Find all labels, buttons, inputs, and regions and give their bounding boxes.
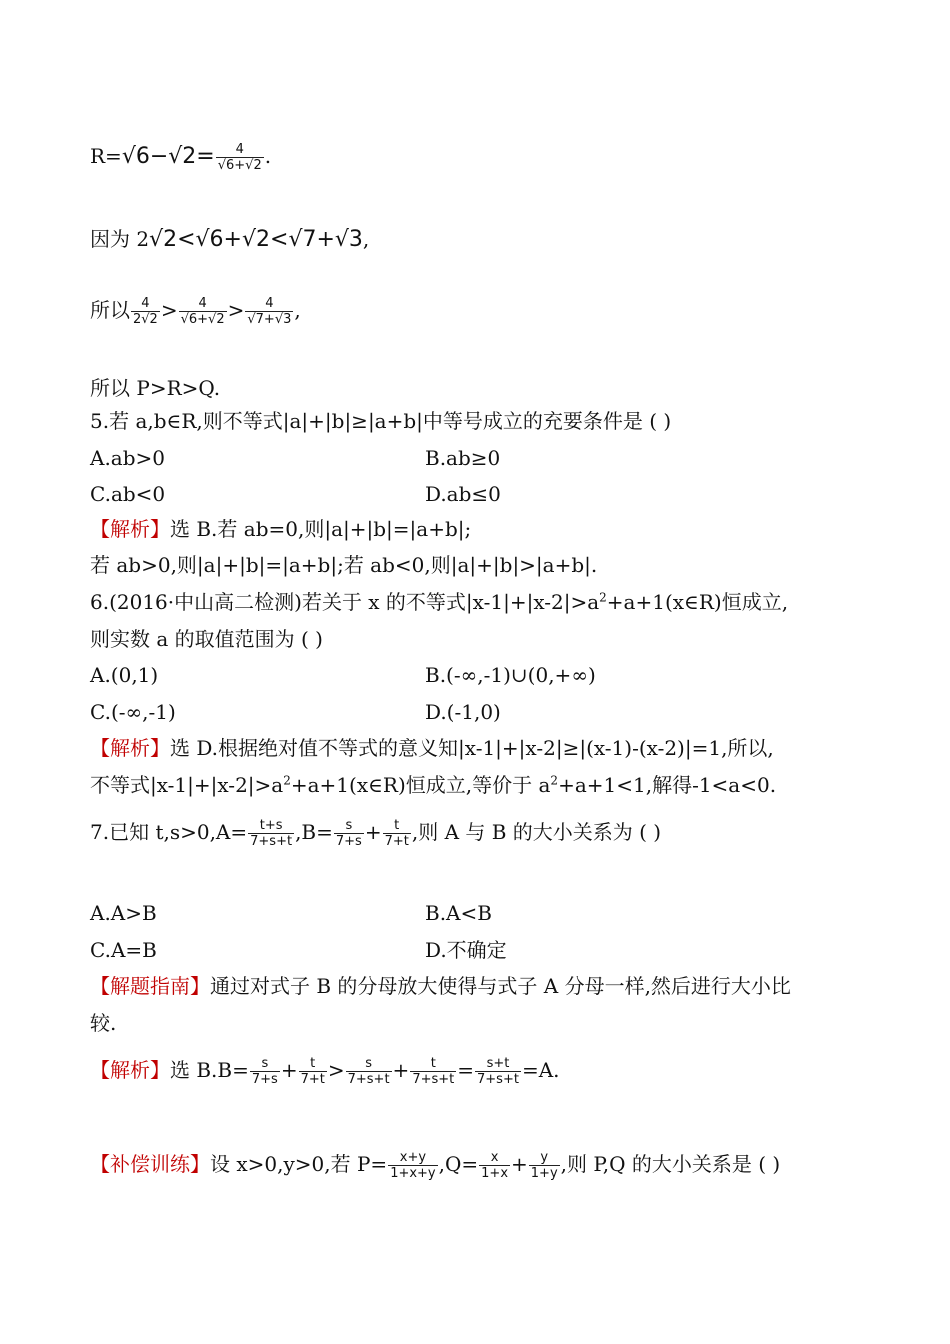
q6-stem-1 (90, 589, 788, 615)
r-end: . (264, 144, 272, 168)
q7-b1-fraction (334, 818, 364, 849)
q5-analysis-2: 若 ab>0,则|a|+|b|=|a+b|;若 ab<0,则|a|+|b|>|a+b|. (90, 553, 598, 577)
q7-s4-denominator: 7+s+t (412, 1072, 455, 1087)
q7-s1-fraction (250, 1056, 280, 1087)
r-prefix: R= (90, 144, 122, 168)
extra-q2-numerator: y (529, 1150, 560, 1166)
q7-option-d: D.不确定 (425, 938, 507, 962)
q7-s3-numerator: s (346, 1056, 392, 1072)
q7-b1-denominator: 7+s (335, 834, 362, 849)
q7-s2-fraction (299, 1056, 327, 1087)
q7-guide-1-text: 通过对式子 B 的分母放大使得与式子 A 分母一样,然后进行大小比 (210, 974, 791, 998)
q7-sol-eq: = (457, 1058, 475, 1082)
fraction-3-numerator: 4 (245, 296, 293, 312)
r-expression: √6−√2= (121, 144, 215, 169)
fraction-1 (131, 296, 160, 327)
q6-analysis-2-mid: +a+1(x∈R)恒成立,等价于 a (290, 773, 551, 797)
q7-guide-2: 较. (90, 1011, 117, 1035)
because-prefix: 因为 2 (90, 227, 150, 251)
because-end: , (362, 227, 370, 251)
q7-option-a: A.A>B (90, 901, 157, 925)
q7-s1-numerator: s (250, 1056, 280, 1072)
extra-plus: + (511, 1152, 528, 1176)
q6-stem-1-sup: 2 (599, 590, 607, 605)
fraction-3-denominator: √7+√3 (247, 312, 292, 327)
q7-sol-pre: 选 B.B= (170, 1058, 249, 1082)
q7-option-b: B.A<B (425, 901, 492, 925)
conclusion: 所以 P>R>Q. (90, 376, 221, 400)
q5-analysis-1 (90, 516, 471, 542)
q7-sol-post: =A. (521, 1058, 560, 1082)
q7-s4-numerator: t (410, 1056, 456, 1072)
q5-option-c: C.ab<0 (90, 482, 166, 506)
extra-p-fraction (388, 1150, 437, 1181)
so-prefix: 所以 (90, 298, 130, 322)
q5-option-d: D.ab≤0 (425, 482, 501, 506)
q7-stem (90, 818, 661, 849)
fraction-3 (245, 296, 293, 327)
extra-p-numerator: x+y (388, 1150, 437, 1166)
q7-s5-denominator: 7+s+t (477, 1072, 519, 1087)
fraction-1-numerator: 4 (131, 296, 160, 312)
r-fraction (216, 142, 264, 173)
q6-stem-1-post: +a+1(x∈R)恒成立, (606, 590, 789, 614)
q7-a-numerator: t+s (248, 818, 294, 834)
q7-sol-gt: > (327, 1058, 345, 1082)
extra-q1-fraction (479, 1150, 510, 1181)
q7-s5-numerator: s+t (475, 1056, 521, 1072)
q7-s2-denominator: 7+t (300, 1072, 325, 1087)
q7-sol-plus-1: + (280, 1058, 298, 1082)
q7-s4-fraction (410, 1056, 456, 1087)
q7-b2-numerator: t (383, 818, 411, 834)
q6-option-d: D.(-1,0) (425, 700, 501, 724)
fraction-1-denominator: 2√2 (133, 312, 158, 327)
q6-option-b: B.(-∞,-1)∪(0,+∞) (425, 663, 596, 687)
q7-plus: + (364, 820, 382, 844)
extra-p-denominator: 1+x+y (390, 1166, 436, 1181)
extra-question (90, 1150, 780, 1181)
q7-s3-fraction (346, 1056, 392, 1087)
greater-sign-1: > (160, 298, 178, 322)
extra-mid: ,Q= (438, 1152, 479, 1176)
extra-q1-denominator: 1+x (481, 1166, 509, 1181)
because-line (90, 226, 369, 253)
extra-q2-fraction (529, 1150, 560, 1181)
q7-guide-1 (90, 973, 791, 999)
q7-s5-fraction (475, 1056, 521, 1087)
greater-sign-2: > (227, 298, 245, 322)
extra-q2-denominator: 1+y (530, 1166, 558, 1181)
q6-analysis-1 (90, 735, 774, 761)
q7-s2-numerator: t (299, 1056, 327, 1072)
analysis-tag: 【解析】 (90, 736, 170, 760)
fraction-2-denominator: √6+√2 (180, 312, 225, 327)
q7-a-denominator: 7+s+t (250, 834, 293, 849)
q7-b1-numerator: s (334, 818, 364, 834)
fraction-2 (179, 296, 227, 327)
q6-analysis-2-sup2: 2 (550, 773, 559, 788)
q7-option-c: C.A=B (90, 938, 157, 962)
q6-stem-2: 则实数 a 的取值范围为 ( ) (90, 627, 323, 651)
q7-s1-denominator: 7+s (251, 1072, 278, 1087)
q6-analysis-2-sup: 2 (283, 773, 291, 788)
q6-option-a: A.(0,1) (90, 663, 159, 687)
q5-option-b: B.ab≥0 (425, 446, 501, 470)
analysis-tag: 【解析】 (90, 517, 170, 541)
q5-option-a: A.ab>0 (90, 446, 166, 470)
q7-solution (90, 1056, 560, 1087)
q7-stem-pre: 7.已知 t,s>0,A= (90, 820, 248, 844)
q6-stem-1-pre: 6.(2016·中山高二检测)若关于 x 的不等式|x-1|+|x-2|>a (90, 590, 600, 614)
r-fraction-numerator: 4 (216, 142, 264, 158)
analysis-tag: 【解析】 (90, 1058, 170, 1082)
extra-tag: 【补偿训练】 (90, 1152, 210, 1176)
q7-stem-post: ,则 A 与 B 的大小关系为 ( ) (411, 820, 662, 844)
q5-stem: 5.若 a,b∈R,则不等式|a|+|b|≥|a+b|中等号成立的充要条件是 ( ) (90, 409, 672, 433)
extra-post: ,则 P,Q 的大小关系是 ( ) (560, 1152, 781, 1176)
q7-sol-plus-2: + (392, 1058, 410, 1082)
fraction-2-numerator: 4 (179, 296, 227, 312)
q6-option-c: C.(-∞,-1) (90, 700, 176, 724)
r-fraction-denominator: √6+√2 (217, 158, 262, 173)
extra-q1-numerator: x (479, 1150, 510, 1166)
q7-b2-denominator: 7+t (384, 834, 409, 849)
guide-tag: 【解题指南】 (90, 974, 210, 998)
because-expression: √2<√6+√2<√7+√3 (149, 227, 363, 252)
extra-pre: 设 x>0,y>0,若 P= (210, 1152, 388, 1176)
q6-analysis-2-pre: 不等式|x-1|+|x-2|>a (90, 773, 284, 797)
q6-analysis-1-text: 选 D.根据绝对值不等式的意义知|x-1|+|x-2|≥|(x-1)-(x-2)|=1,所以, (170, 736, 774, 760)
so-fractions-line (90, 296, 301, 327)
q5-analysis-1-text: 选 B.若 ab=0,则|a|+|b|=|a+b|; (170, 517, 472, 541)
q7-s3-denominator: 7+s+t (347, 1072, 390, 1087)
q6-analysis-2 (90, 772, 776, 798)
q7-a-fraction (248, 818, 294, 849)
r-equation (90, 142, 271, 173)
q6-analysis-2-post: +a+1<1,解得-1<a<0. (558, 773, 777, 797)
q7-mid: ,B= (295, 820, 333, 844)
q7-b2-fraction (383, 818, 411, 849)
so-end: , (294, 298, 301, 322)
